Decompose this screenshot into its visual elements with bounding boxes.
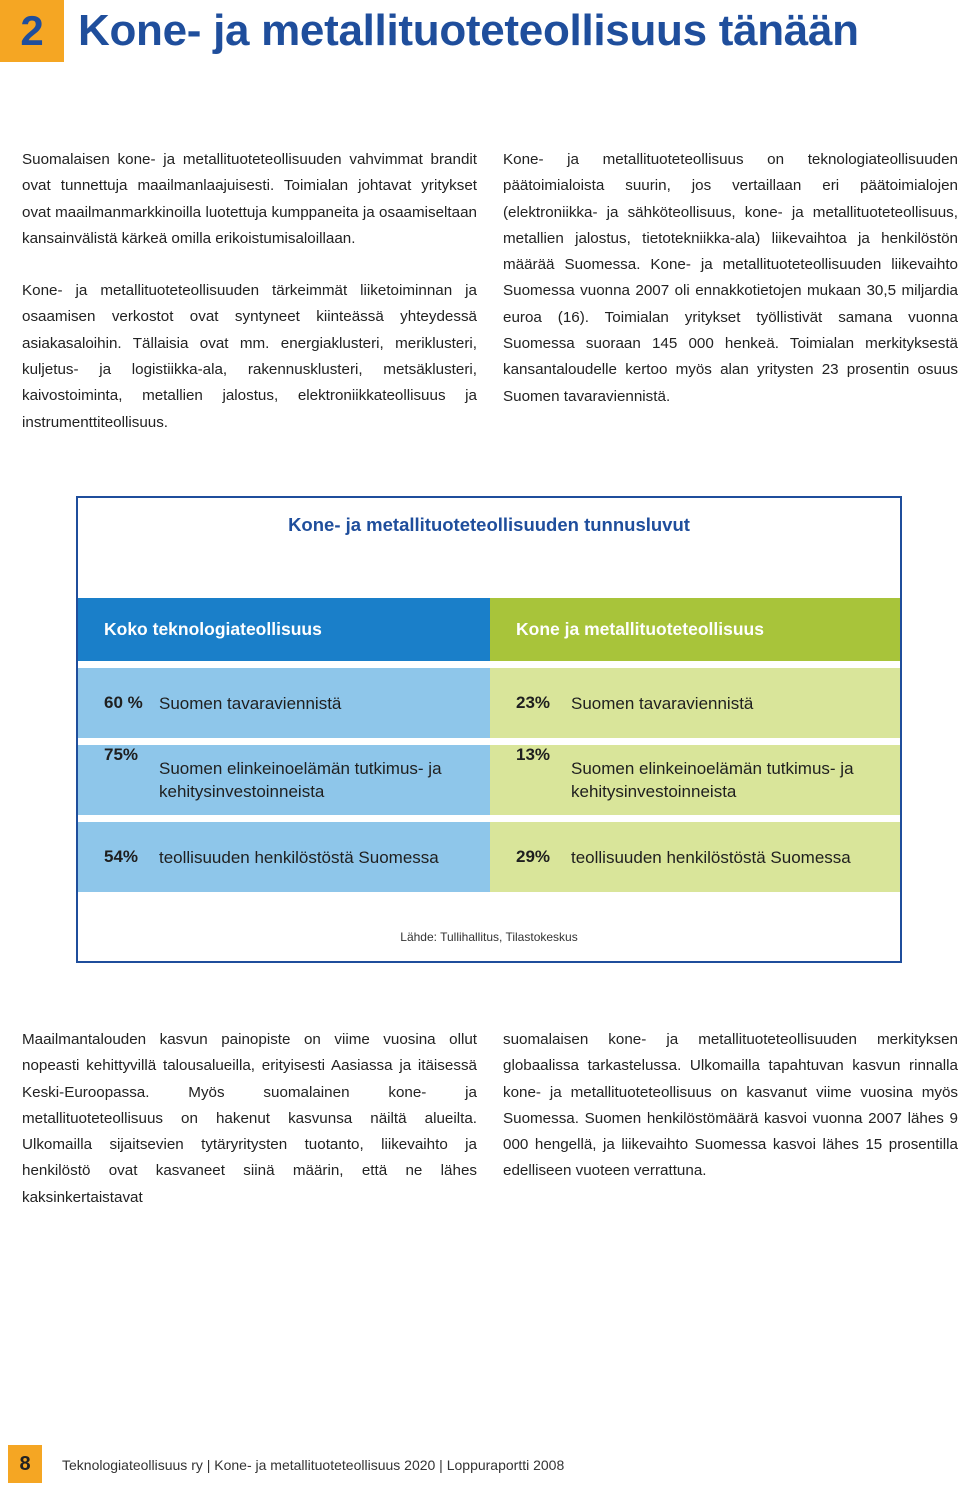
source-note: Lähde: Tullihallitus, Tilastokeskus bbox=[400, 930, 578, 944]
cell-label: teollisuuden henkilöstöstä Suomessa bbox=[571, 847, 851, 867]
table-cell bbox=[78, 668, 490, 738]
paragraph: Kone- ja metallituoteteollisuuden tärkeimmät liiketoiminnan ja osaamisen verkostot ovat syntyneet kiinteässä yhteydessä asiakasaloihin. Tällaisia ovat mm. energiaklusteri, meriklusteri, kuljetus- ja logistiikka-ala, rakennusklusteri, metsäklusteri, kaivostoiminta, metallien jalostus, elektroniikkateollisuus ja instrumenttiteollisuus. bbox=[22, 282, 477, 431]
header-mechanical-metal: Kone ja metallituoteteollisuus bbox=[490, 598, 900, 661]
body-left-column bbox=[22, 1027, 477, 1211]
footer-text: Teknologiateollisuus ry | Kone- ja metallituoteteollisuus 2020 | Loppuraportti 2008 bbox=[62, 1457, 565, 1473]
key-figures-title: Kone- ja metallituoteteollisuuden tunnusluvut bbox=[288, 514, 690, 535]
page-title: Kone- ja metallituoteteollisuus tänään bbox=[78, 6, 859, 55]
percent-value: 13% bbox=[516, 745, 551, 764]
percent-value: 23% bbox=[516, 693, 551, 712]
table-cell bbox=[490, 822, 900, 892]
header-all-technology: Koko teknologiateollisuus bbox=[78, 598, 490, 661]
table-cell bbox=[490, 668, 900, 738]
key-figures-table bbox=[78, 598, 900, 892]
percent-value: 29% bbox=[516, 847, 551, 866]
cell-label: Suomen elinkeinoelämän tutkimus- ja kehitysinvestoinneista bbox=[571, 759, 854, 801]
key-figures-box bbox=[76, 496, 902, 963]
intro-left-column bbox=[22, 147, 477, 436]
table-cell bbox=[490, 745, 900, 815]
table-cell bbox=[78, 822, 490, 892]
body-right-column bbox=[503, 1027, 958, 1185]
percent-value: 54% bbox=[104, 847, 139, 866]
paragraph: Kone- ja metallituoteteollisuus on teknologiateollisuuden päätoimialoista suurin, jos vertaillaan eri päätoimialojen (elektroniikka- ja sähköteollisuus, kone- ja metallituoteteollisuus, metallien jalostus, tietotekniikka-ala) liikevaihtoa ja henkilöstön määrää Suomessa. Kone- ja metallituoteteollisuuden liikevaihto Suomessa vuonna 2007 oli ennakkotietojen mukaan 30,5 miljardia euroa (16). Toimialan yritykset työllistivät samana vuonna Suomessa suoraan 145 000 henkeä. Toimialan merkityksestä kansantaloudelle kertoo myös alan yritysten 23 prosentin osuus Suomen tavaraviennistä. bbox=[503, 151, 958, 405]
table-cell bbox=[78, 745, 490, 815]
cell-label: Suomen tavaraviennistä bbox=[159, 693, 342, 713]
chapter-number: 2 bbox=[0, 0, 64, 62]
paragraph: suomalaisen kone- ja metallituoteteollisuuden merkityksen globaalissa tarkastelussa. Ulkomailla tapahtuvan kasvun rinnalla kone- ja metallituoteteollisuus on kasvanut viime vuosina myös Suomessa. Suomen henkilöstömäärä kasvoi vuonna 2007 lähes 9 000 hengellä, ja liikevaihto Suomessa kasvoi lähes 15 prosentilla edelliseen vuoteen verrattuna. bbox=[503, 1031, 958, 1180]
page-number: 8 bbox=[8, 1445, 42, 1483]
cell-label: Suomen elinkeinoelämän tutkimus- ja kehitysinvestoinneista bbox=[159, 759, 442, 801]
cell-label: teollisuuden henkilöstöstä Suomessa bbox=[159, 847, 439, 867]
percent-value: 60 % bbox=[104, 693, 143, 712]
intro-right-column bbox=[503, 147, 958, 410]
percent-value: 75% bbox=[104, 745, 139, 764]
paragraph: Suomalaisen kone- ja metallituoteteollisuuden vahvimmat brandit ovat tunnettuja maailmanlaajuisesti. Toimialan johtavat yritykset ovat maailmanmarkkinoilla luotettuja kumppaneita ja osaamiseltaan kansainvälistä kärkeä omilla erikoistumisaloillaan. bbox=[22, 151, 477, 247]
paragraph: Maailmantalouden kasvun painopiste on viime vuosina ollut nopeasti kehittyvillä talousalueilla, erityisesti Aasiassa ja itäisessä Keski-Euroopassa. Myös suomalainen kone- ja metallituoteteollisuus on hakenut kasvunsa näiltä alueilta. Ulkomailla sijaitsevien tytäryritysten tuotanto, liikevaihto ja henkilöstö ovat kasvaneet siinä määrin, että ne lähes kaksinkertaistavat bbox=[22, 1031, 477, 1206]
cell-label: Suomen tavaraviennistä bbox=[571, 693, 754, 713]
